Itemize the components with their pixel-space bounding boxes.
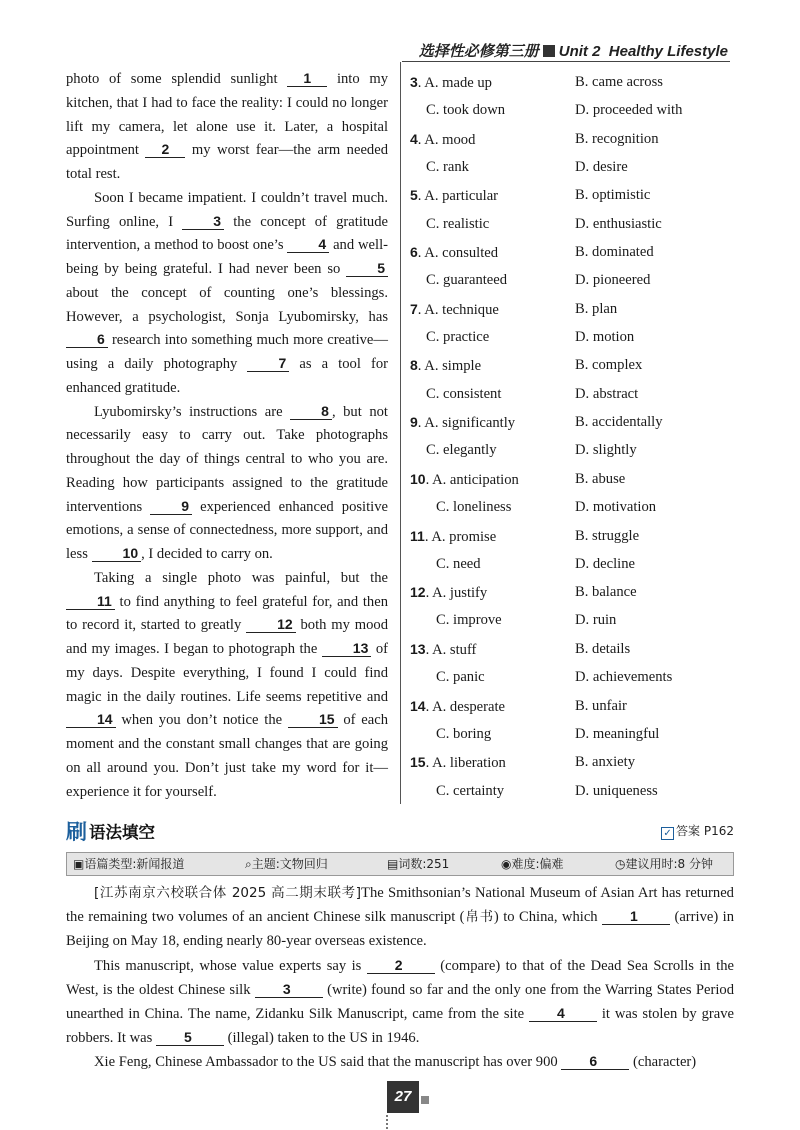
option-c: C. elegantly: [426, 442, 497, 459]
option-b: B. balance: [575, 584, 637, 601]
option-c: C. rank: [426, 158, 469, 175]
paragraph: [66, 68, 388, 187]
cloze-blank: 7: [247, 355, 289, 372]
option-a: 12. A. justify: [410, 584, 488, 602]
question-number: 15: [410, 754, 426, 771]
option-c: C. took down: [426, 102, 506, 119]
fill-blank: 5: [156, 1029, 224, 1046]
question-number: 14: [410, 697, 426, 714]
text-run: it was stolen by grave robbers. It was: [66, 1006, 734, 1047]
option-b: B. details: [575, 640, 631, 657]
option-a: 14. A. desperate: [410, 697, 506, 715]
text-run: of each moment and the constant small changes that are going on all around you. Don’t just take my word for it—experience it for yourself.: [66, 712, 389, 800]
info-type: ▣ 语篇类型:新闻报道: [73, 857, 185, 871]
option-a: 10. A. anticipation: [410, 470, 519, 488]
option-a: 7. A. technique: [410, 300, 499, 318]
text-run: as a tool for enhanced gratitude.: [66, 356, 388, 396]
option-c: C. panic: [436, 669, 485, 686]
paragraph: [66, 954, 734, 1051]
option-c: C. guaranteed: [426, 272, 508, 289]
option-d: D. achievements: [575, 669, 673, 686]
question-number: 13: [410, 640, 426, 657]
question-number: 6: [410, 244, 418, 261]
question-item: [410, 295, 740, 352]
question-item: [410, 748, 740, 805]
text-run: (character): [629, 1054, 697, 1071]
info-words: ▤ 词数:251: [387, 857, 450, 871]
answer-reference: ✓ 答案 P162: [661, 822, 734, 840]
text-run: the concept of gratitude intervention, a method to boost one’s: [66, 213, 388, 254]
option-d: D. slightly: [575, 442, 637, 459]
unit-label: Unit 2: [558, 43, 601, 60]
option-b: B. abuse: [575, 470, 626, 487]
option-c: C. consistent: [426, 385, 502, 402]
option-b: B. anxiety: [575, 754, 635, 771]
option-d: D. desire: [575, 158, 628, 175]
option-b: B. unfair: [575, 697, 627, 714]
square-icon: [543, 45, 555, 57]
header-rule: [402, 61, 730, 62]
text-run: ) to China, which: [493, 909, 603, 926]
cloze-blank: 8: [290, 403, 332, 420]
fill-blank: 6: [561, 1053, 629, 1070]
option-b: B. recognition: [575, 130, 659, 147]
text-run: The Smithsonian’s National Museum of Asian Art has returned the remaining two volumes of an ancient Chinese silk manuscript (: [66, 885, 734, 926]
text-run: my worst fear—the arm needed total rest.: [66, 142, 388, 182]
cloze-blank: 10: [92, 545, 142, 562]
option-a: 5. A. particular: [410, 187, 499, 205]
question-item: [410, 635, 740, 692]
question-number: 9: [410, 414, 418, 431]
running-header: [419, 40, 728, 61]
text-run: photo of some splendid sunlight: [66, 71, 288, 87]
text-run: , but not necessarily easy to carry out. Take photographs throughout the day of things central to who you are. Reading how participants assigned to the gratitude interventions: [66, 403, 388, 515]
check-icon: ✓: [661, 827, 674, 840]
option-c: C. certainty: [436, 782, 505, 799]
page-number-accent: [421, 1096, 429, 1104]
question-item: [410, 692, 740, 749]
cloze-blank: 12: [246, 616, 296, 633]
text-run: when you don’t notice the: [115, 712, 288, 729]
cloze-blank: 4: [287, 236, 329, 253]
option-d: D. ruin: [575, 612, 617, 629]
text-run: , I decided to carry on.: [141, 546, 273, 562]
option-a: 3. A. made up: [410, 74, 492, 91]
cloze-blank: 3: [182, 213, 224, 230]
option-a: 6. A. consulted: [410, 244, 499, 262]
option-c: C. practice: [426, 329, 490, 346]
cloze-passage: [66, 68, 388, 804]
option-c: C. boring: [436, 725, 492, 742]
book-title: 选择性必修第三册: [418, 43, 539, 60]
paragraph: [66, 401, 388, 567]
brush-icon: 刷: [66, 820, 87, 844]
option-a: 15. A. liberation: [410, 754, 506, 772]
text-run: (write) found so far and the only one from the Warring States Period unearthed in China. The name, Zidanku Silk Manuscript, came from the site: [66, 981, 734, 1023]
info-topic: ⌕ 主题:文物回归: [245, 857, 328, 871]
fill-blank: 1: [602, 908, 670, 925]
option-b: B. came across: [575, 74, 663, 90]
question-number: 10: [410, 470, 426, 487]
question-item: [410, 351, 740, 408]
unit-title: Healthy Lifestyle: [608, 43, 728, 60]
fill-blank: 3: [255, 981, 323, 998]
option-b: B. complex: [575, 357, 643, 374]
text-run: Soon I became impatient. I couldn’t travel much. Surfing online, I: [66, 189, 388, 230]
question-item: [410, 578, 740, 635]
option-c: C. improve: [436, 612, 502, 629]
text-run: (compare) to that of the Dead Sea Scrolls in the West, is the oldest Chinese silk: [66, 957, 734, 998]
cloze-blank: 5: [346, 260, 388, 277]
text-run: experienced enhanced positive emotions, a sense of connectedness, more support, and less: [66, 498, 388, 562]
question-number: 4: [410, 130, 418, 147]
option-b: B. dominated: [575, 244, 654, 261]
option-d: D. proceeded with: [575, 102, 683, 119]
option-d: D. motivation: [575, 499, 657, 516]
paragraph: [66, 881, 734, 954]
paragraph: [66, 1050, 734, 1074]
text-run: Lyubomirsky’s instructions are: [94, 403, 291, 420]
option-c: C. realistic: [426, 215, 490, 232]
option-d: D. enthusiastic: [575, 215, 662, 232]
options-list: [410, 68, 740, 805]
cloze-blank: 9: [150, 498, 192, 515]
cloze-blank: 2: [145, 141, 185, 158]
text-run: about the concept of counting one’s blessings. However, a psychologist, Sonja Lyubomirsky, has: [66, 284, 388, 325]
option-a: 9. A. significantly: [410, 414, 516, 432]
option-a: 11. A. promise: [410, 527, 497, 545]
option-d: D. decline: [575, 555, 635, 572]
option-b: B. optimistic: [575, 187, 651, 204]
paragraph: [66, 567, 388, 805]
info-time: ◷ 建议用时:8 分钟: [615, 857, 713, 871]
option-d: D. meaningful: [575, 725, 660, 742]
text-run: of my days. Despite everything, I found I could find magic in the daily routines. Life seems repetitive and: [66, 641, 388, 705]
question-number: 5: [410, 187, 418, 204]
option-b: B. plan: [575, 300, 618, 317]
cloze-blank: 15: [288, 711, 338, 728]
cloze-blank: 6: [66, 331, 108, 348]
text-run: (illegal) taken to the US in 1946.: [223, 1030, 420, 1047]
question-item: [410, 522, 740, 579]
cloze-blank: 1: [287, 70, 327, 87]
option-d: D. motion: [575, 329, 635, 346]
cloze-blank: 14: [66, 711, 116, 728]
text-run: research into something much more creative—using a daily photography: [66, 332, 388, 372]
question-number: 8: [410, 357, 418, 374]
question-item: [410, 125, 740, 182]
info-difficulty: ◉ 难度:偏难: [501, 857, 564, 871]
option-b: B. struggle: [575, 527, 640, 544]
question-item: [410, 465, 740, 522]
question-number: 12: [410, 584, 426, 601]
fill-blank: 4: [529, 1005, 597, 1022]
question-item: [410, 238, 740, 295]
question-item: [410, 408, 740, 465]
question-number: 7: [410, 300, 418, 317]
text-run: (arrive) in Beijing on May 18, ending nearly 80-year overseas existence.: [66, 909, 734, 950]
chinese-text: 帛书: [464, 909, 494, 926]
text-run: to find anything to feel grateful for, and then to record it, started to greatly: [66, 593, 388, 634]
page-number: 27: [387, 1081, 419, 1113]
fill-blank: 2: [367, 957, 435, 974]
option-b: B. accidentally: [575, 414, 663, 431]
cloze-blank: 11: [66, 593, 115, 610]
option-d: D. pioneered: [575, 272, 651, 289]
option-d: D. uniqueness: [575, 782, 658, 799]
option-d: D. abstract: [575, 385, 639, 402]
paragraph: [66, 187, 388, 401]
option-c: C. loneliness: [436, 499, 512, 516]
column-divider: [400, 62, 401, 804]
dotted-guide: [386, 1115, 390, 1129]
text-run: and well-being by being grateful. I had never been so: [66, 237, 388, 277]
chinese-text: [江苏南京六校联合体 2025 高二期末联考]: [94, 885, 362, 901]
option-a: 13. A. stuff: [410, 640, 477, 658]
question-number: 3: [410, 74, 418, 90]
question-number: 11: [410, 527, 425, 544]
info-bar: [66, 852, 734, 876]
text-run: Xie Feng, Chinese Ambassador to the US said that the manuscript has over 900: [94, 1054, 562, 1071]
text-run: into my kitchen, that I had to face the reality: I could no longer lift my camera, let alone use it. Later, a hospital appointment: [66, 71, 388, 159]
question-item: [410, 68, 740, 125]
text-run: Taking a single photo was painful, but the: [94, 569, 388, 586]
text-run: both my mood and my images. I began to photograph the: [66, 617, 388, 657]
section-header: [66, 815, 734, 845]
option-c: C. need: [436, 555, 481, 572]
option-a: 8. A. simple: [410, 357, 482, 375]
text-run: This manuscript, whose value experts say is: [94, 957, 367, 974]
question-item: [410, 181, 740, 238]
section-title: 语法填空: [89, 823, 155, 842]
option-a: 4. A. mood: [410, 130, 476, 148]
cloze-blank: 13: [322, 640, 372, 657]
grammar-passage: [66, 881, 734, 1075]
